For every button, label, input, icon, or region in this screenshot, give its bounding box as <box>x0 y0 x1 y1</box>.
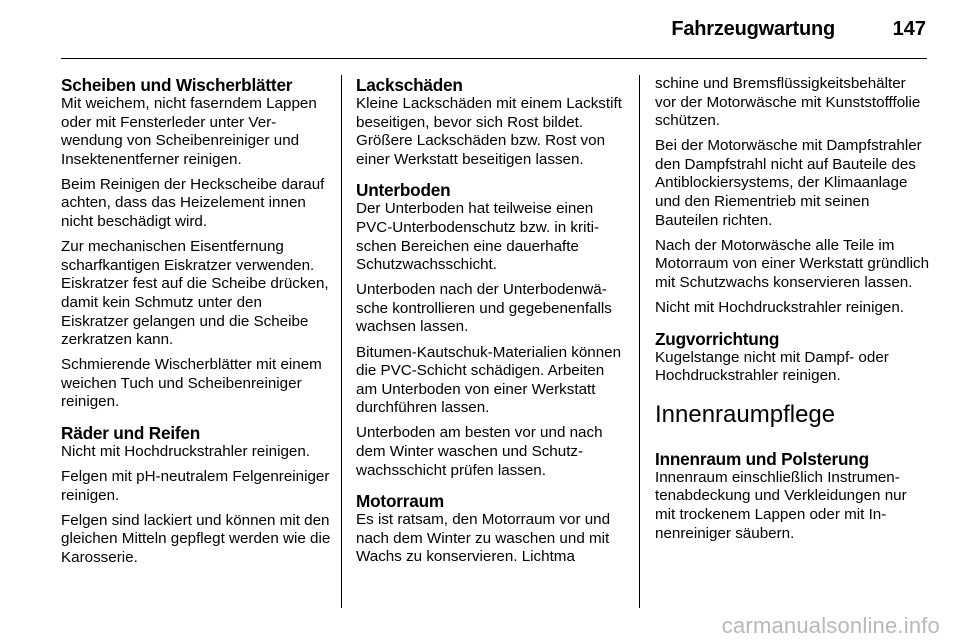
paragraph: Felgen mit pH-neutralem Felgenreiniger reinigen. <box>61 468 330 504</box>
paragraph: Nicht mit Hochdruckstrahler reinigen. <box>61 443 310 460</box>
section-motorraum <box>356 491 628 567</box>
paragraph: Kugelstange nicht mit Dampf- oder Hochdruckstrahler reinigen. <box>655 348 889 385</box>
paragraph: Bitumen-Kautschuk-Materialien können die PVC-Schicht schädigen. Arbeiten am Unterboden von einer Werkstatt durchführen lassen. <box>356 343 622 417</box>
section-motorraum-continued <box>655 75 930 318</box>
paragraph: Felgen sind lackiert und können mit den gleichen Mitteln gepflegt werden wie die Karosserie. <box>61 511 331 566</box>
section-lackschaeden <box>356 75 628 169</box>
paragraph: Unterboden am besten vor und nach dem Winter waschen und Schutzwachsschicht prüfen lassen. <box>356 424 603 479</box>
section-scheiben <box>61 75 331 412</box>
section-zugvorrichtung <box>655 329 930 386</box>
paragraph: Der Unterboden hat teilweise einen PVC-Unterbodenschutz bzw. in kritischen Bereichen eine dauerhafte Schutzwachsschicht. <box>356 200 600 274</box>
column-divider-2 <box>639 75 640 608</box>
section-heading: Räder und Reifen <box>61 423 201 443</box>
paragraph: Nicht mit Hochdruckstrahler reinigen. <box>655 299 904 317</box>
page-title: Fahrzeugwartung <box>671 18 835 40</box>
page-number: 147 <box>892 18 926 40</box>
paragraph: Innenraum einschließlich Instrumentenabdeckung und Verkleidungen nur mit trockenem Lappen oder mit Innenreiniger säubern. <box>655 468 907 542</box>
header-divider <box>61 58 927 59</box>
paragraph: Schmierende Wischerblätter mit einem weichen Tuch und Scheibenreiniger reinigen. <box>61 356 322 411</box>
section-heading: Lackschäden <box>356 75 463 95</box>
section-heading: Unterboden <box>356 180 451 201</box>
section-innenraum <box>655 449 930 543</box>
watermark: carmanualsonline.info <box>721 613 940 638</box>
paragraph: Mit weichem, nicht faserndem Lappen oder mit Fensterleder unter Verwendung von Scheibenreiniger und Insektenentferner reinigen. <box>61 95 317 168</box>
paragraph: Kleine Lackschäden mit einem Lackstift beseitigen, bevor sich Rost bildet. Größere Lackschäden bzw. Rost von einer Werkstatt beseitigen lassen. <box>356 95 622 168</box>
column-divider-1 <box>341 75 342 608</box>
chapter-heading: Innenraumpflege <box>655 400 836 428</box>
paragraph: Unterboden nach der Unterbodenwäsche kontrollieren und gegebenenfalls wachsen lassen. <box>356 281 612 336</box>
paragraph: Beim Reinigen der Heckscheibe darauf achten, dass das Heizelement innen nicht beschädigt wird. <box>61 175 325 231</box>
paragraph: schine und Bremsflüssigkeitsbehälter vor der Motorwäsche mit Kunststofffolie schützen. <box>655 75 921 130</box>
column-2 <box>356 75 628 578</box>
column-3 <box>655 75 930 554</box>
paragraph: Zur mechanischen Eisentfernung scharfkantigen Eiskratzer verwenden. Eiskratzer fest auf die Scheibe drücken, damit kein Schmutz unter den Eiskratzer gelangen und die Scheibe zerkratzen kann. <box>61 238 329 349</box>
paragraph: Es ist ratsam, den Motorraum vor und nach dem Winter zu waschen und mit Wachs zu konservieren. Lichtma <box>356 511 611 566</box>
paragraph: Bei der Motorwäsche mit Dampfstrahler den Dampfstrahl nicht auf Bauteile des Antiblockiersystems, der Klimaanlage und den Riementrieb mit seinen Bauteilen richten. <box>655 137 922 229</box>
column-1 <box>61 75 331 579</box>
paragraph: Nach der Motorwäsche alle Teile im Motorraum von einer Werkstatt gründlich mit Schutzwachs konservieren lassen. <box>655 236 930 291</box>
section-heading: Zugvorrichtung <box>655 328 780 349</box>
section-heading: Motorraum <box>356 491 444 512</box>
section-heading: Scheiben und Wischerblätter <box>61 75 293 95</box>
section-raeder <box>61 423 331 568</box>
page-header <box>0 14 926 50</box>
section-heading: Innenraum und Polsterung <box>655 448 869 469</box>
section-unterboden <box>356 180 628 480</box>
